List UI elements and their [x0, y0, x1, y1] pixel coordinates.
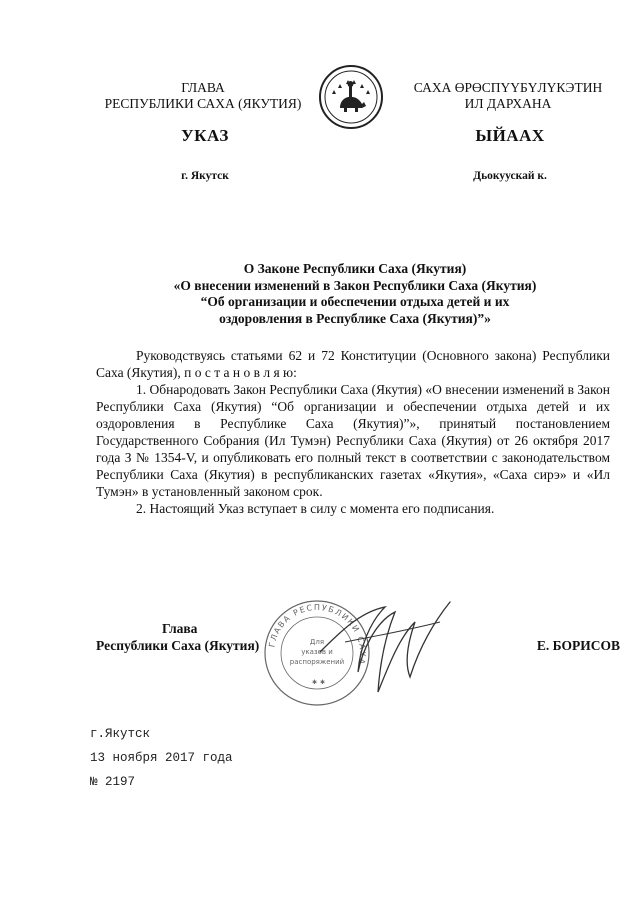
- item-1: 1. Обнародовать Закон Республики Саха (Якутия) «О внесении изменений в Закон Республики Саха (Якутия) “Об организации и обеспечении отдыха детей и их оздоровления в Республике Саха (Якутия)”», принятый постановлением Государственного Собрания (Ил Тумэн) Республики Саха (Якутия) от 26 октября 2017 года З № 1354-V, и опубликовать его полный текст в соответствии с законодательством Республики Саха (Якутия) в республиканских газетах «Якутия», «Саха сирэ» и «Ил Тумэн» в установленный законом срок.: [96, 382, 610, 499]
- svg-text:✱: ✱: [312, 679, 318, 686]
- coat-of-arms-emblem: [318, 64, 384, 130]
- signatory-title-line1: Глава: [162, 621, 198, 636]
- footer-number: № 2197: [90, 775, 136, 789]
- header-right-line1: САХА ӨРӨСПҮҮБҮЛҮКЭТИН: [413, 80, 603, 95]
- city-sah: Дьокуускай к.: [473, 170, 547, 182]
- doc-type-ru: УКАЗ: [181, 126, 229, 145]
- stamp-inner-line1: Для: [309, 638, 325, 646]
- svg-text:✱: ✱: [320, 679, 326, 686]
- signatory-name: Е. БОРИСОВ: [536, 638, 620, 653]
- title-line3: “Об организации и обеспечении отдыха детей и их: [200, 294, 510, 309]
- preamble: Руководствуясь статьями 62 и 72 Конституции (Основного закона) Республики Саха (Якутия), п о с т а н о в л я ю:: [96, 348, 610, 380]
- header-right-line2: ИЛ ДАРХАНА: [464, 96, 552, 111]
- signatory-title-line2: Республики Саха (Якутия): [96, 638, 260, 653]
- header-left-line1: ГЛАВА: [181, 80, 225, 95]
- document-body: [96, 347, 610, 517]
- item-2: 2. Настоящий Указ вступает в силу с момента его подписания.: [136, 501, 495, 516]
- city-ru: г. Якутск: [181, 170, 229, 182]
- document-footer: [90, 722, 330, 794]
- title-line1: О Законе Республики Саха (Якутия): [243, 261, 467, 276]
- doc-type-sah: ЫЙААХ: [475, 126, 545, 145]
- header-left: [88, 80, 318, 112]
- stamp-ring-text: ГЛАВА РЕСПУБЛИКИ САХА: [267, 602, 368, 667]
- stamp-inner-line3: распоряжений: [289, 658, 345, 666]
- header-right: [398, 80, 618, 112]
- header-left-line2: РЕСПУБЛИКИ САХА (ЯКУТИЯ): [104, 96, 302, 111]
- document-title: [100, 261, 610, 327]
- stamp-inner-line2: указов и: [301, 648, 333, 656]
- signatory-title: [96, 620, 296, 654]
- footer-city: г.Якутск: [90, 727, 151, 741]
- handwritten-signature: [300, 592, 470, 702]
- footer-date: 13 ноября 2017 года: [90, 751, 233, 765]
- title-line4: оздоровления в Республике Саха (Якутия)”»: [219, 310, 491, 326]
- title-line2: «О внесении изменений в Закон Республики Саха (Якутия): [173, 277, 537, 293]
